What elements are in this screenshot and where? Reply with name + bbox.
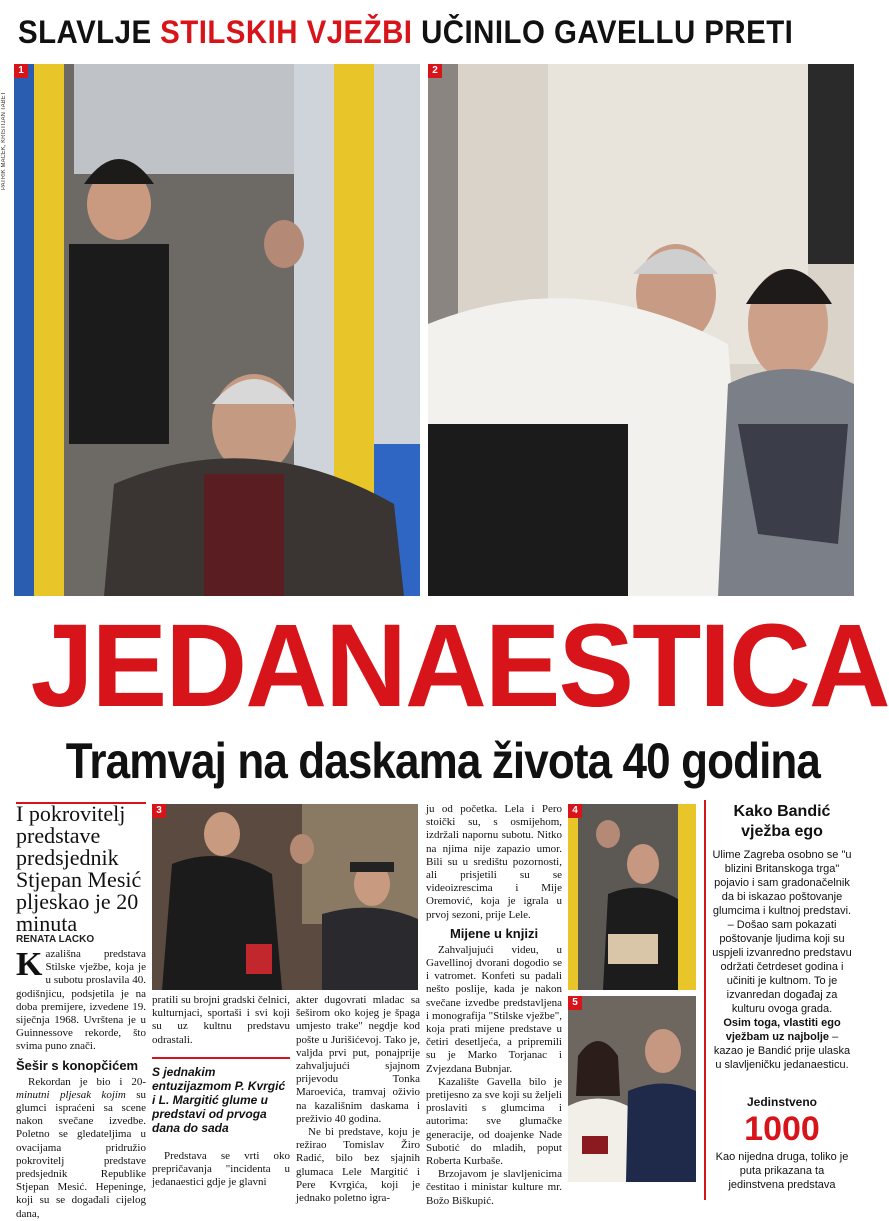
photo-1-image <box>14 64 420 596</box>
photo-2-number: 2 <box>428 64 442 78</box>
sidebar-text-1: Ulime Zagreba osobno se "u blizini Britanskoga trga" pojavio i sam gradonačelnik da bi iskazao poštovanje glumcima i kultnoj predstavi. <box>712 849 852 917</box>
photo-3-image <box>152 804 418 990</box>
headline-red: STILSKIH VJEŽBI <box>160 14 413 50</box>
subtitle: Tramvaj na daskama života 40 godina <box>65 733 821 789</box>
top-headline <box>18 14 794 54</box>
author: RENATA LACKO <box>16 934 95 945</box>
col1-p2-italic: minutni pljesak kojim <box>16 1088 126 1101</box>
sidebar-rule <box>704 800 706 1200</box>
photo-credit: PATRIK MACEK, KRISTIJAN TABET <box>1 91 7 190</box>
photo-4-number: 4 <box>568 804 582 818</box>
photo-4-image <box>568 804 696 990</box>
photo-1 <box>14 64 420 596</box>
photo-2 <box>428 64 854 596</box>
sidebar-text-3 <box>712 1016 852 1072</box>
stat-text: Kao nijedna druga, toliko je puta prikazana ta jedinstvena predstava <box>715 1151 849 1191</box>
col1-p1-text: azališna predstava Stilske vježbe, koja je u subotu proslavila 40. godišnjicu, podsjetila je na doba premijere, izvedene 19. siječnja 1968. Uvrštena je u Guinnessove rekorde, što svima puno znači. <box>16 948 146 1053</box>
photo-5-number: 5 <box>568 996 582 1010</box>
headline-part2: UČINILO GAVELLU PRETI <box>412 14 794 50</box>
photo-5 <box>568 996 696 1182</box>
col1-paragraph-1 <box>16 948 146 1054</box>
photo-1-number: 1 <box>14 64 28 78</box>
col3-paragraph-1: akter dugovrati mladac sa šeširom oko kojeg je špaga umjesto trake" negdje kod pošte u Jurišićevoj. Tako je, valjda prvi put, ponajprije zahvaljujući sjajnom prijevodu Tonka Maroevića, tramvaj oživio na kazališnim daskama i preživio 40 godina. <box>296 994 420 1125</box>
stat-label: Jedinstveno <box>746 1095 818 1109</box>
sidebar-title: Kako Bandić vježba ego <box>733 803 831 840</box>
col1-p2-after: su glumci ispraćeni sa scene nakon svečane izvedbe. Poletno se gledateljima u ovacijama pridružio pokrovitelj predstave predsjednik Republike Stjepan Mesić. Hepeninge, koji su se događali cijelog dana, <box>16 1088 147 1220</box>
photo-3-number: 3 <box>152 804 166 818</box>
headline-part1: SLAVLJE <box>18 14 161 50</box>
col2-bottom-paragraph: Predstava se vrti oko prepričavanja "incidenta u jedanaestici gdje je glavni <box>152 1150 290 1189</box>
column-3 <box>296 994 420 1205</box>
pull-quote: S jednakim entuzijazmom P. Kvrgić i L. Margitić glume u predstavi od prvoga dana do sada <box>152 1057 290 1135</box>
sidebar-text-2: – Došao sam pokazati poštovanje ljudima koji su uspjeli izvanredno predstavu održati četrdeset godina i učiniti je kultnom. To je izvanredan događaj za kulturu ovoga grada. <box>712 919 852 1015</box>
col3-paragraph-2: Ne bi predstave, koju je režirao Tomislav Žiro Radić, bilo bez sjajnih glumaca Lele Margitić i Pere Kvrgića, koji je jednako poletno igra- <box>296 1126 420 1205</box>
drop-cap: K <box>16 946 43 983</box>
col4-paragraph-4: Brzojavom je slavljenicima čestitao i ministar kulture mr. Božo Biškupić. <box>426 1168 562 1207</box>
column-1 <box>16 946 147 1220</box>
lede: I pokrovitelj predstave predsjednik Stjepan Mesić pljeskao je 20 minuta <box>16 801 142 936</box>
col1-paragraph-2 <box>16 1076 146 1221</box>
column-2 <box>152 994 290 1052</box>
sidebar-bold: Osim toga, vlastiti ego vježbam uz najbolje <box>723 1017 841 1043</box>
col2-paragraph-1: pratili su brojni gradski čelnici, kulturnjaci, sportaši i svi koji su uz kultnu predstavu odrastali. <box>152 994 290 1046</box>
sidebar-body <box>712 848 852 1072</box>
stat-value: 1000 <box>744 1110 820 1148</box>
sidebar-text-3-rest: – kazao je Bandić prije ulaska u slavljeničku jedanaesticu. <box>713 1031 851 1071</box>
column-2-bottom <box>152 1150 290 1200</box>
col4-paragraph-1: ju od početka. Lela i Pero stoički su, s osmijehom, izdržali napornu subotu. Nitko na njima nije zapazio umor. Bili su u središtu pozornosti, ali prisjetili su se videoizrescima i Mije Oremović, koja je igrala u prvoj sezoni, prije Lele. <box>426 803 562 921</box>
photo-2-image <box>428 64 854 596</box>
col4-paragraph-3: Kazalište Gavella bilo je pretijesno za sve koji su željeli proslaviti s glumcima i autorima: sve glumačke generacije, od doajenke Nade Subotić do mladih, poput Roberta Kurbaše. <box>426 1075 562 1168</box>
photo-4 <box>568 804 696 990</box>
col4-subhead: Mijene u knjizi <box>449 925 539 941</box>
col1-subhead: Šešir s konopčićem <box>16 1057 139 1073</box>
photo-5-image <box>568 996 696 1182</box>
col4-paragraph-2: Zahvaljujući videu, u Gavellinoj dvorani dogodio se i vatromet. Konfeti su padali nešto poslije, kada je nakon svečane izvedbe predstavljena i monografija "Stilske vježbe", koja prati mijene predstave u četiri desetljeća, a pripremili su je Marko Torjanac i Zvjezdana Bubnjar. <box>426 943 562 1075</box>
photo-3 <box>152 804 418 990</box>
column-4 <box>426 803 562 1207</box>
main-title: JEDANAESTICA <box>30 600 889 732</box>
col1-p2-before: Rekordan je bio i 20- <box>28 1075 146 1088</box>
